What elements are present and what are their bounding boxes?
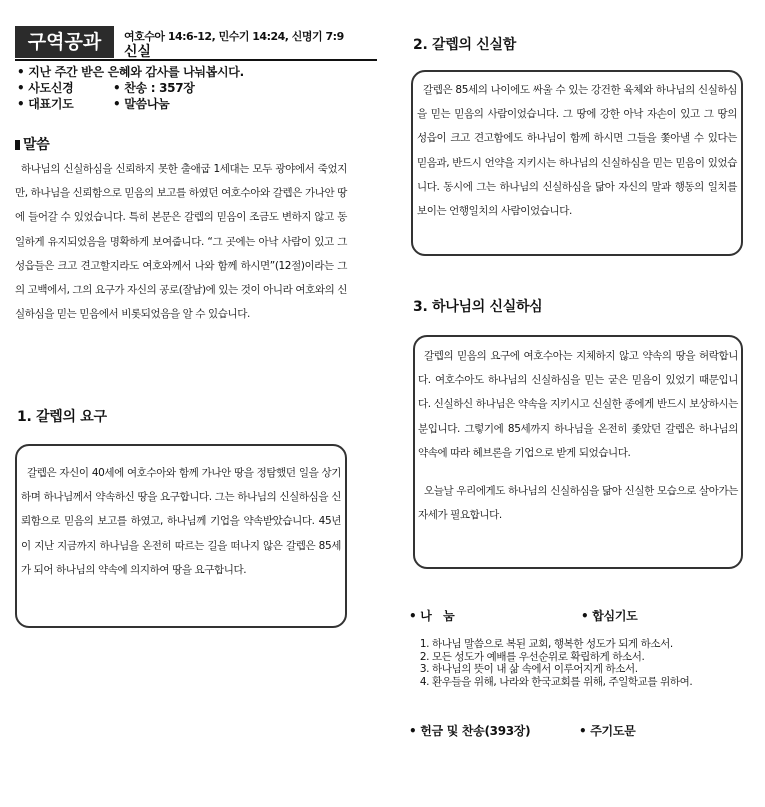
section-marker-icon [15, 140, 20, 150]
info-sharing: • 말씀나눔 [113, 96, 169, 112]
lesson-subtitle: 신실 [124, 44, 152, 60]
prayer-item: 2. 모든 성도가 예배를 우선순위로 확립하게 하소서. [432, 651, 757, 664]
section-3-text: 갈렙의 믿음의 요구에 여호수아는 지체하지 않고 약속의 땅을 허락합니다. 여호수아도 하나님의 신실하심을 믿는 굳은 믿음이 있었기 때문입니다. 신실하신 하나님은 약속을 지키시고 신실한 종에게 반드시 보상하시는 분입니다. 그렇기에 85세까지 하나님을 온전히 좇았던 갈렙은 하나님의 약속에 따라 헤브론을 기업으로 받게 되었습니다. [418, 350, 738, 459]
section-1-heading: 1. 갈렙의 요구 [17, 409, 107, 425]
info-creed: • 사도신경 [17, 80, 73, 96]
section-2-box [411, 70, 743, 256]
prayer-item: 1. 하나님 말씀으로 복된 교회, 행복한 성도가 되게 하소서. [432, 638, 757, 651]
lords-prayer-label: • 주기도문 [579, 722, 635, 739]
section-2-text: 갈렙은 85세의 나이에도 싸울 수 있는 강건한 육체와 하나님의 신실하심을 믿는 믿음의 사람이었습니다. 그 땅에 강한 아낙 자손이 있고 그 땅의 성읍이 크고 견고함에도 하나님이 함께 하시면 그들을 쫓아낼 수 있다는 믿음과, 반드시 언약을 지키시는 하나님의 신실하심을 믿는 믿음이 있었습니다. 동시에 그는 하나님의 신실하심을 닮아 자신의 말과 행동의 일치를 보이는 언행일치의 사람이었습니다. [417, 84, 737, 218]
worksheet-title: 구역공과 [15, 26, 114, 58]
info-prayer: • 대표기도 [17, 96, 73, 112]
header-divider [15, 59, 377, 61]
section-3-text-2: 오늘날 우리에게도 하나님의 신실하심을 닮아 신실한 모습으로 살아가는 자세가 필요합니다. [418, 485, 738, 522]
section-3-box [413, 335, 743, 569]
section-3-heading: 3. 하나님의 신실하심 [413, 299, 543, 315]
section-1-box [15, 444, 347, 628]
sermon-text: 하나님의 신실하심을 신뢰하지 못한 출애굽 1세대는 모두 광야에서 죽었지만, 하나님을 신뢰함으로 믿음의 보고를 하였던 여호수아와 갈렙은 가나안 땅에 들어갈 수 있었습니다. 특히 본문은 갈렙의 믿음이 조금도 변하지 않고 동일하게 유지되었음을 명확하게 보여줍니다. “그 곳에는 아낙 사람이 있고 그 성읍들은 크고 견고할지라도 여호와께서 나와 함께 하시면”(12절)이라는 그의 고백에서, 그의 요구가 자신의 공로(잘남)에 있는 것이 아니라 여호와의 신실하심을 믿는 믿음에서 비롯되었음을 알 수 있습니다. [15, 163, 347, 321]
prayer-list [417, 638, 757, 688]
sharing-label: • 나 눔 [409, 607, 454, 624]
prayer-item: 4. 환우들을 위해, 나라와 한국교회를 위해, 주일학교를 위하여. [432, 676, 757, 689]
offering-hymn-label: • 헌금 및 찬송(393장) [409, 722, 530, 739]
prayer-item: 3. 하나님의 뜻이 내 삶 속에서 이루어지게 하소서. [432, 663, 757, 676]
info-thanks: • 지난 주간 받은 은혜와 감사를 나눠봅시다. [17, 64, 244, 80]
sermon-heading: 말씀 [15, 134, 49, 154]
section-2-heading: 2. 갈렙의 신실함 [413, 37, 516, 53]
joint-prayer-label: • 합심기도 [581, 607, 637, 624]
section-1-text: 갈렙은 자신이 40세에 여호수아와 함께 가나안 땅을 정탐했던 일을 상기하며 하나님께서 약속하신 땅을 요구합니다. 그는 하나님의 신실하심을 신뢰함으로 믿음의 보고를 하였고, 하나님께 기업을 약속받았습니다. 45년이 지난 지금까지 하나님을 온전히 따르는 길을 떠나지 않은 갈렙은 85세가 되어 하나님의 약속에 의지하여 땅을 요구합니다. [21, 467, 341, 576]
scripture-references: 여호수아 14:6-12, 민수기 14:24, 신명기 7:9 [124, 30, 344, 43]
info-hymn: • 찬송 : 357장 [113, 80, 195, 96]
